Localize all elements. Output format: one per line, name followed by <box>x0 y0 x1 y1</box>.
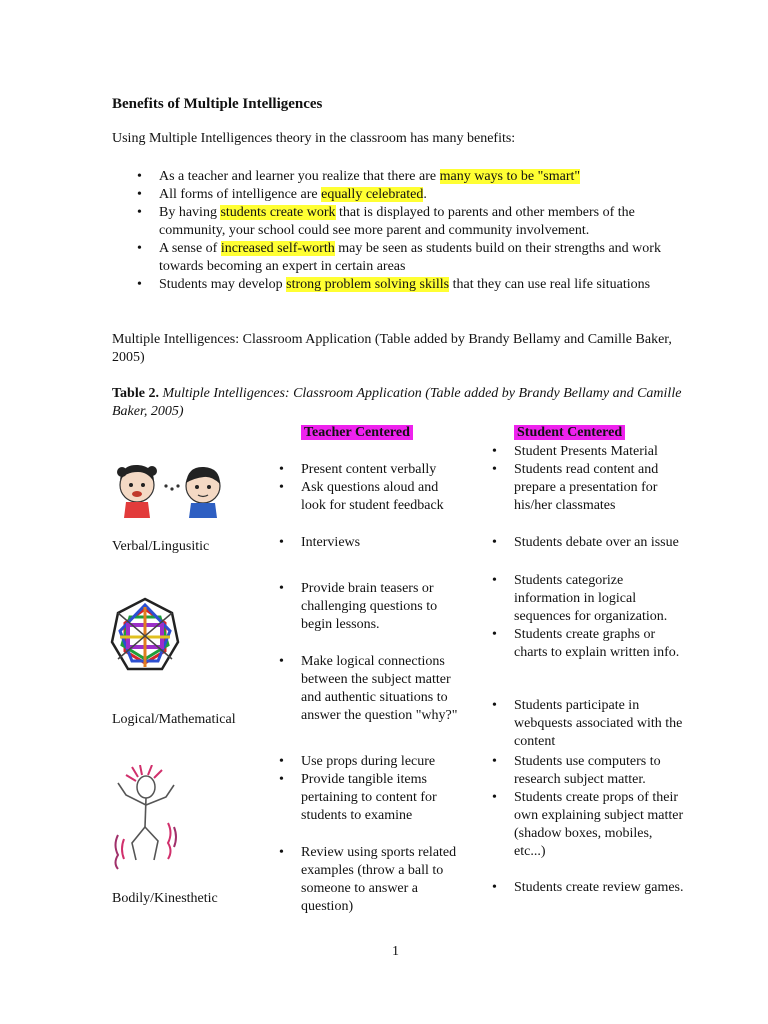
list-item: • Students create props of their own explaining subject matter (shadow boxes, mobiles, etc...) <box>492 789 687 861</box>
page-number: 1 <box>392 944 399 959</box>
children-talking-icon <box>112 458 227 518</box>
row-label: Bodily/Kinesthetic <box>112 891 218 906</box>
student-list <box>492 572 687 662</box>
highlight: strong problem solving skills <box>286 277 450 292</box>
teacher-list <box>279 534 464 552</box>
list-item: • Make logical connections between the subject matter and authentic situations to answer the question "why?" <box>279 653 464 725</box>
list-item: • Students debate over an issue <box>492 534 687 552</box>
teacher-list <box>279 461 464 515</box>
teacher-list <box>279 844 464 916</box>
list-item: • As a teacher and learner you realize that there are many ways to be "smart" <box>137 168 682 186</box>
list-item: • A sense of increased self-worth may be seen as students build on their strengths and work towards becoming an expert in certain areas <box>137 240 682 276</box>
geometric-polyhedron-icon <box>110 597 180 677</box>
list-item: • Students participate in webquests associated with the content <box>492 697 687 751</box>
student-list <box>492 697 687 751</box>
list-item: • Students read content and prepare a presentation for his/her classmates <box>492 461 687 515</box>
row-label: Logical/Mathematical <box>112 712 236 727</box>
list-item: • Students use computers to research subject matter. <box>492 753 687 789</box>
intro-text: Using Multiple Intelligences theory in the classroom has many benefits: <box>112 131 516 146</box>
list-item: • Provide brain teasers or challenging questions to begin lessons. <box>279 580 464 634</box>
header-student-centered: Student Centered <box>514 424 625 442</box>
teacher-list <box>279 580 464 634</box>
teacher-list <box>279 653 464 725</box>
list-item: • Use props during lecure <box>279 753 464 771</box>
table-caption: Table 2. Multiple Intelligences: Classroom Application (Table added by Brandy Bellamy and Camille Baker, 2005) <box>112 386 682 419</box>
student-list <box>492 534 687 552</box>
student-list <box>492 443 687 515</box>
table-note: Multiple Intelligences: Classroom Application (Table added by Brandy Bellamy and Camille Baker, 2005) <box>112 332 672 365</box>
highlight: equally celebrated <box>321 187 424 202</box>
page-title: Benefits of Multiple Intelligences <box>112 96 323 112</box>
list-item: • Students create review games. <box>492 879 687 897</box>
list-item: • Present content verbally <box>279 461 464 479</box>
student-list <box>492 879 687 897</box>
list-item: • Interviews <box>279 534 464 552</box>
student-list <box>492 753 687 861</box>
highlight: students create work <box>220 205 336 220</box>
list-item: • Provide tangible items pertaining to content for students to examine <box>279 771 464 825</box>
list-item: • By having students create work that is displayed to parents and other members of the community, your school could see more parent and community involvement. <box>137 204 682 240</box>
benefits-list <box>137 168 682 294</box>
dancing-figure-icon <box>110 765 180 870</box>
teacher-list <box>279 753 464 825</box>
list-item: • Ask questions aloud and look for student feedback <box>279 479 464 515</box>
list-item: • Student Presents Material <box>492 443 687 461</box>
header-teacher-centered: Teacher Centered <box>301 424 413 442</box>
highlight: increased self-worth <box>220 241 335 256</box>
list-item: • All forms of intelligence are equally celebrated. <box>137 186 682 204</box>
list-item: • Students create graphs or charts to explain written info. <box>492 626 687 662</box>
list-item: • Students may develop strong problem solving skills that they can use real life situations <box>137 276 682 294</box>
list-item: • Students categorize information in logical sequences for organization. <box>492 572 687 626</box>
row-label: Verbal/Lingusitic <box>112 539 210 554</box>
highlight: many ways to be "smart" <box>439 169 581 184</box>
list-item: • Review using sports related examples (throw a ball to someone to answer a question) <box>279 844 464 916</box>
